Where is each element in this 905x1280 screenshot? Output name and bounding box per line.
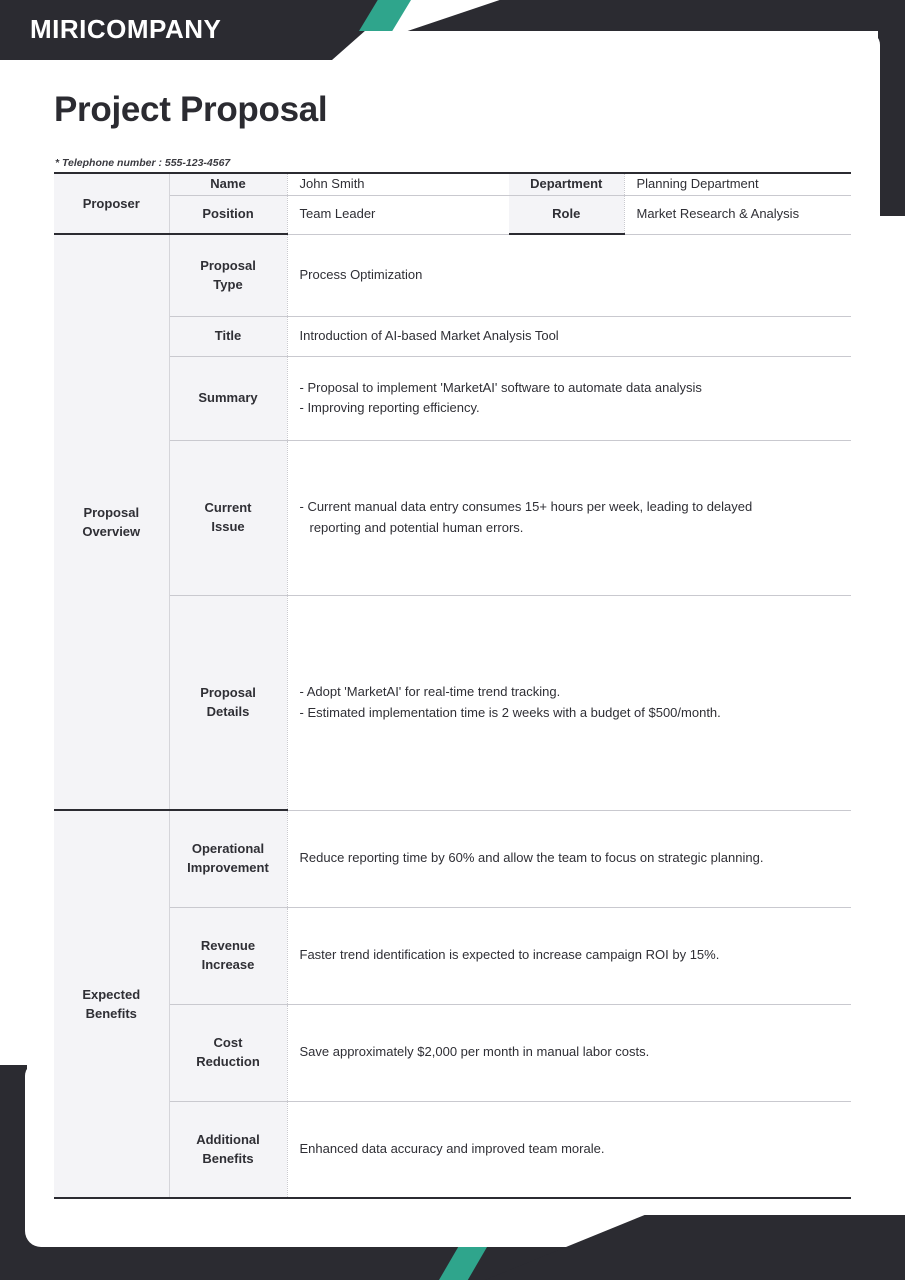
group-label-overview bbox=[54, 234, 169, 810]
label-line: Type bbox=[213, 276, 243, 292]
group-label-proposer: Proposer bbox=[54, 173, 169, 234]
label-line: Operational bbox=[191, 841, 265, 857]
page-title: Project Proposal bbox=[54, 90, 328, 129]
value-summary: - Proposal to implement 'MarketAI' software to automate data analysis - Improving reporting efficiency. bbox=[287, 356, 851, 440]
table-row bbox=[54, 195, 851, 234]
table-row bbox=[54, 356, 851, 440]
table-row bbox=[54, 234, 851, 316]
group-label-overview-line1: Proposal bbox=[83, 504, 140, 520]
label-role: Role bbox=[509, 195, 624, 234]
label-line: Revenue bbox=[200, 937, 256, 953]
label-line: Details bbox=[206, 703, 250, 719]
group-label-benefits bbox=[54, 810, 169, 1198]
label-line: Benefits bbox=[202, 1150, 254, 1166]
proposal-table-wrapper bbox=[54, 172, 851, 1199]
table-row bbox=[54, 440, 851, 595]
table-row bbox=[54, 595, 851, 810]
label-current-issue bbox=[169, 440, 287, 595]
table-row bbox=[54, 1101, 851, 1198]
label-revenue-increase bbox=[169, 907, 287, 1004]
label-line: Reduction bbox=[196, 1053, 260, 1069]
table-row bbox=[54, 810, 851, 907]
label-line: Title bbox=[214, 327, 242, 343]
label-line: Current bbox=[204, 499, 252, 515]
label-proposal-details bbox=[169, 595, 287, 810]
table-row bbox=[54, 907, 851, 1004]
label-name: Name bbox=[169, 173, 287, 195]
footer-white-corner bbox=[25, 1207, 645, 1247]
group-label-benefits-line1: Expected bbox=[82, 986, 141, 1002]
table-row bbox=[54, 316, 851, 356]
telephone-note: * Telephone number : 555-123-4567 bbox=[55, 157, 231, 169]
label-line: Proposal bbox=[200, 257, 256, 273]
group-label-benefits-line2: Benefits bbox=[85, 1006, 137, 1022]
label-operational-improvement bbox=[169, 810, 287, 907]
value-role: Market Research & Analysis bbox=[624, 195, 851, 234]
value-current-issue: - Current manual data entry consumes 15+ hours per week, leading to delayed reporting and potential human errors. bbox=[287, 440, 851, 595]
group-label-overview-line2: Overview bbox=[82, 524, 141, 540]
label-summary bbox=[169, 356, 287, 440]
value-revenue-increase: Faster trend identification is expected to increase campaign ROI by 15%. bbox=[287, 907, 851, 1004]
label-title bbox=[169, 316, 287, 356]
label-position: Position bbox=[169, 195, 287, 234]
right-accent-bar bbox=[878, 0, 905, 216]
label-line: Increase bbox=[201, 956, 255, 972]
label-line: Issue bbox=[211, 518, 245, 534]
company-logo: MIRICOMPANY bbox=[30, 14, 222, 44]
value-additional-benefits: Enhanced data accuracy and improved team morale. bbox=[287, 1101, 851, 1198]
label-cost-reduction bbox=[169, 1004, 287, 1101]
label-line: Proposal bbox=[200, 684, 256, 700]
label-line: Summary bbox=[198, 389, 258, 405]
header-dark-strip bbox=[330, 0, 905, 31]
label-line: Additional bbox=[196, 1131, 260, 1147]
value-cost-reduction: Save approximately $2,000 per month in manual labor costs. bbox=[287, 1004, 851, 1101]
value-proposal-details: - Adopt 'MarketAI' for real-time trend tracking. - Estimated implementation time is 2 weeks with a budget of $500/month. bbox=[287, 595, 851, 810]
value-name: John Smith bbox=[287, 173, 509, 195]
value-operational-improvement: Reduce reporting time by 60% and allow the team to focus on strategic planning. bbox=[287, 810, 851, 907]
value-position: Team Leader bbox=[287, 195, 509, 234]
table-row bbox=[54, 1004, 851, 1101]
value-department: Planning Department bbox=[624, 173, 851, 195]
label-additional-benefits bbox=[169, 1101, 287, 1198]
label-proposal-type bbox=[169, 234, 287, 316]
label-department: Department bbox=[509, 173, 624, 195]
label-line: Improvement bbox=[187, 860, 269, 876]
value-proposal-type: Process Optimization bbox=[287, 234, 851, 316]
proposal-table bbox=[54, 172, 851, 1199]
label-line: Cost bbox=[213, 1034, 243, 1050]
table-row bbox=[54, 173, 851, 195]
value-title: Introduction of AI-based Market Analysis Tool bbox=[287, 316, 851, 356]
